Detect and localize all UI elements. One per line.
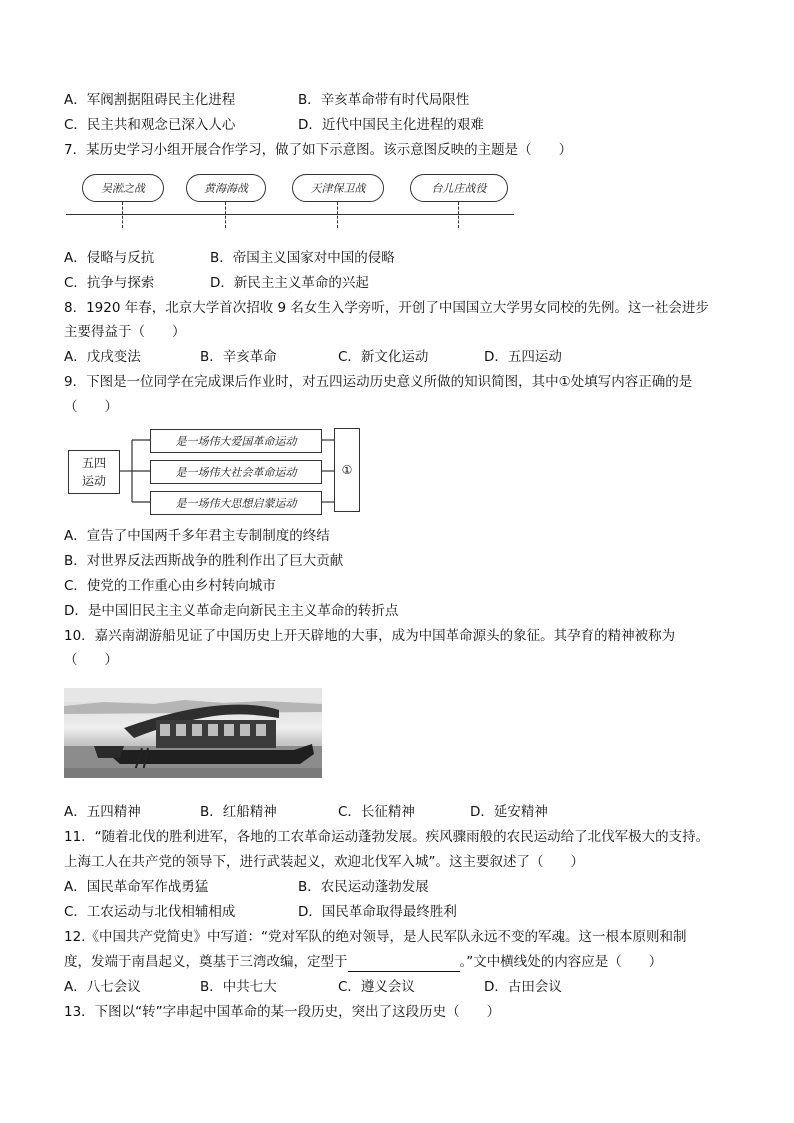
q6-option-c: C．民主共和观念已深入人心 — [64, 117, 236, 133]
q11-option-c: C．工农运动与北伐相辅相成 — [64, 904, 236, 920]
q11-option-d: D．国民革命取得最终胜利 — [298, 904, 457, 920]
q6-option-d: D．近代中国民主化进程的艰难 — [298, 117, 484, 133]
timeline-node-1: 吴淞之战 — [82, 174, 164, 202]
q12-option-d: D．古田会议 — [484, 979, 562, 995]
q8-stem-line1: 8．1920 年春，北京大学首次招收 9 名女生入学旁听，开创了中国国立大学男女同校的先例。这一社会进步 — [64, 300, 709, 316]
q9-stem-line2: （ ） — [64, 399, 118, 415]
q10-option-b: B．红船精神 — [200, 804, 277, 820]
q10-option-d: D．延安精神 — [470, 804, 548, 820]
timeline-node-4: 台儿庄战役 — [410, 174, 508, 202]
mind-map-root-line2: 运动 — [81, 474, 106, 488]
q9-option-a: A．宣告了中国两千多年君主专制制度的终结 — [64, 528, 330, 544]
q8-option-c: C．新文化运动 — [338, 349, 429, 365]
q9-option-b: B．对世界反法西斯战争的胜利作出了巨大贡献 — [64, 553, 344, 569]
q11-option-a: A．国民革命军作战勇猛 — [64, 879, 209, 895]
q6-option-a: A．军阀割据阻碍民主化进程 — [64, 92, 236, 108]
q9-option-c: C．使党的工作重心由乡村转向城市 — [64, 578, 276, 594]
q9-option-d: D．是中国旧民主主义革命走向新民主主义革命的转折点 — [64, 603, 399, 619]
q10-stem-line2: （ ） — [64, 652, 118, 668]
q11-option-b: B．农民运动蓬勃发展 — [298, 879, 429, 895]
timeline-node-2: 黄海海战 — [186, 174, 266, 202]
q9-mind-map — [68, 426, 362, 514]
q7-stem: 7．某历史学习小组开展合作学习，做了如下示意图。该示意图反映的主题是（ ） — [64, 142, 573, 158]
q10-option-c: C．长征精神 — [338, 804, 415, 820]
boat-illustration — [64, 688, 322, 778]
q12-stem-line2-start: 度，发端于南昌起义，奠基于三湾改编，定型于 — [64, 954, 348, 970]
q12-fill-blank — [348, 957, 460, 972]
timeline-node-3: 天津保卫战 — [292, 174, 384, 202]
q7-option-c: C．抗争与探索 — [64, 275, 155, 291]
q12-stem-line1: 12.《中国共产党简史》中写道：“党对军队的绝对领导，是人民军队永远不变的军魂。这一根本原则和制 — [64, 929, 687, 945]
q10-stem-line1: 10．嘉兴南湖游船见证了中国历史上开天辟地的大事，成为中国革命源头的象征。其孕育的精神被称为 — [64, 628, 676, 644]
q8-option-a: A．戊戌变法 — [64, 349, 141, 365]
q8-option-b: B．辛亥革命 — [200, 349, 277, 365]
mind-map-root-line1: 五四 — [81, 456, 106, 470]
q7-option-d: D．新民主主义革命的兴起 — [210, 275, 369, 291]
q7-option-a: A．侵略与反抗 — [64, 250, 155, 266]
q7-option-b: B．帝国主义国家对中国的侵略 — [210, 250, 395, 266]
q13-stem: 13．下图以“转”字串起中国革命的某一段历史，突出了这段历史（ ） — [64, 1004, 501, 1020]
q12-option-b: B．中共七大 — [200, 979, 277, 995]
q6-option-b: B．辛亥革命带有时代局限性 — [298, 92, 470, 108]
mind-map-item-1: 是一场伟大爱国革命运动 — [150, 429, 322, 453]
q12-option-a: A．八七会议 — [64, 979, 141, 995]
timeline-arrow-2 — [225, 202, 226, 228]
q8-option-d: D．五四运动 — [484, 349, 562, 365]
mind-map-item-2: 是一场伟大社会革命运动 — [150, 460, 322, 484]
red-boat-photo — [64, 688, 322, 778]
q7-timeline-figure — [66, 168, 514, 240]
q10-option-a: A．五四精神 — [64, 804, 141, 820]
q8-stem-line2: 主要得益于（ ） — [64, 324, 186, 340]
timeline-axis — [66, 214, 514, 215]
timeline-arrow-3 — [337, 202, 338, 228]
q11-stem-line1: 11．“随着北伐的胜利进军，各地的工农革命运动蓬勃发展。疾风骤雨般的农民运动给了北伐军极大的支持。 — [64, 829, 710, 845]
q9-stem-line1: 9．下图是一位同学在完成课后作业时，对五四运动历史意义所做的知识简图，其中①处填写内容正确的是 — [64, 374, 693, 390]
q12-option-c: C．遵义会议 — [338, 979, 415, 995]
mind-map-blank-box: ① — [334, 428, 360, 512]
q11-stem-line2: 上海工人在共产党的领导下，进行武装起义，欢迎北伐军入城”。这主要叙述了（ ） — [64, 854, 584, 870]
q12-stem-line2-end: 。”文中横线处的内容应是（ ） — [459, 954, 663, 970]
timeline-arrow-4 — [458, 202, 459, 228]
mind-map-item-3: 是一场伟大思想启蒙运动 — [150, 491, 322, 515]
q12-stem-line2 — [64, 952, 662, 972]
timeline-arrow-1 — [122, 202, 123, 228]
